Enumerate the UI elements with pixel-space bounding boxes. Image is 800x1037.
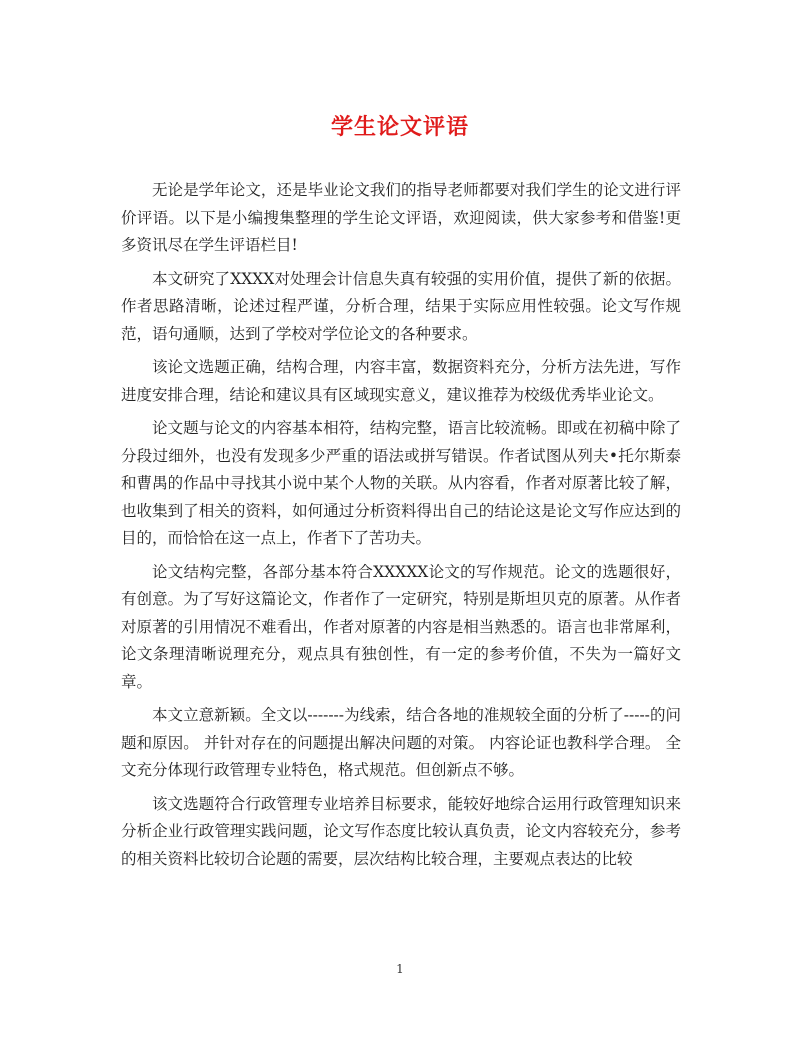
paragraph-intro: 无论是学年论文，还是毕业论文我们的指导老师都要对我们学生的论文进行评价评语。以下是小编搜集整理的学生论文评语，欢迎阅读，供大家参考和借鉴!更多资讯尽在学生评语栏目! [121,181,681,254]
document-title: 学生论文评语 [330,115,469,140]
document-body [121,177,681,879]
paragraph-comment-6: 该文选题符合行政管理专业培养目标要求，能较好地综合运用行政管理知识来分析企业行政管理实践问题，论文写作态度比较认真负责，论文内容较充分，参考的相关资料比较切合论题的需要，层次结构比较合理，主要观点表达的比较 [121,794,681,868]
paragraph-comment-1: 本文研究了XXXX对处理会计信息失真有较强的实用价值，提供了新的依据。作者思路清晰，论述过程严谨，分析合理，结果于实际应用性较强。论文写作规范，语句通顺，达到了学校对学位论文的各种要求。 [121,269,681,343]
paragraph-comment-4: 论文结构完整，各部分基本符合XXXXX论文的写作规范。论文的选题很好，有创意。为了写好这篇论文，作者作了一定研究，特别是斯坦贝克的原著。从作者对原著的引用情况不难看出，作者对原著的内容是相当熟悉的。语言也非常犀利，论文条理清晰说理充分，观点具有独创性，有一定的参考价值，不失为一篇好文章。 [121,562,681,691]
paragraph-comment-3: 论文题与论文的内容基本相符，结构完整，语言比较流畅。即或在初稿中除了分段过细外，也没有发现多少严重的语法或拼写错误。作者试图从列夫•托尔斯泰和曹禺的作品中寻找其小说中某个人物的关联。从内容看，作者对原著比较了解，也收集到了相关的资料，如何通过分析资料得出自己的结论这是论文写作应达到的目的，而恰恰在这一点上，作者下了苦功夫。 [121,419,681,547]
paragraph-comment-5: 本文立意新颖。全文以-------为线索，结合各地的准规较全面的分析了-----的问题和原因。 并针对存在的问题提出解决问题的对策。 内容论证也教科学合理。 全文充分体现行政管理专业特色，格式规范。但创新点不够。 [121,706,681,779]
paragraph-comment-2: 该论文选题正确，结构合理，内容丰富，数据资料充分，分析方法先进，写作进度安排合理，结论和建议具有区域现实意义，建议推荐为校级优秀毕业论文。 [121,358,681,404]
page-number: 1 [396,962,404,976]
